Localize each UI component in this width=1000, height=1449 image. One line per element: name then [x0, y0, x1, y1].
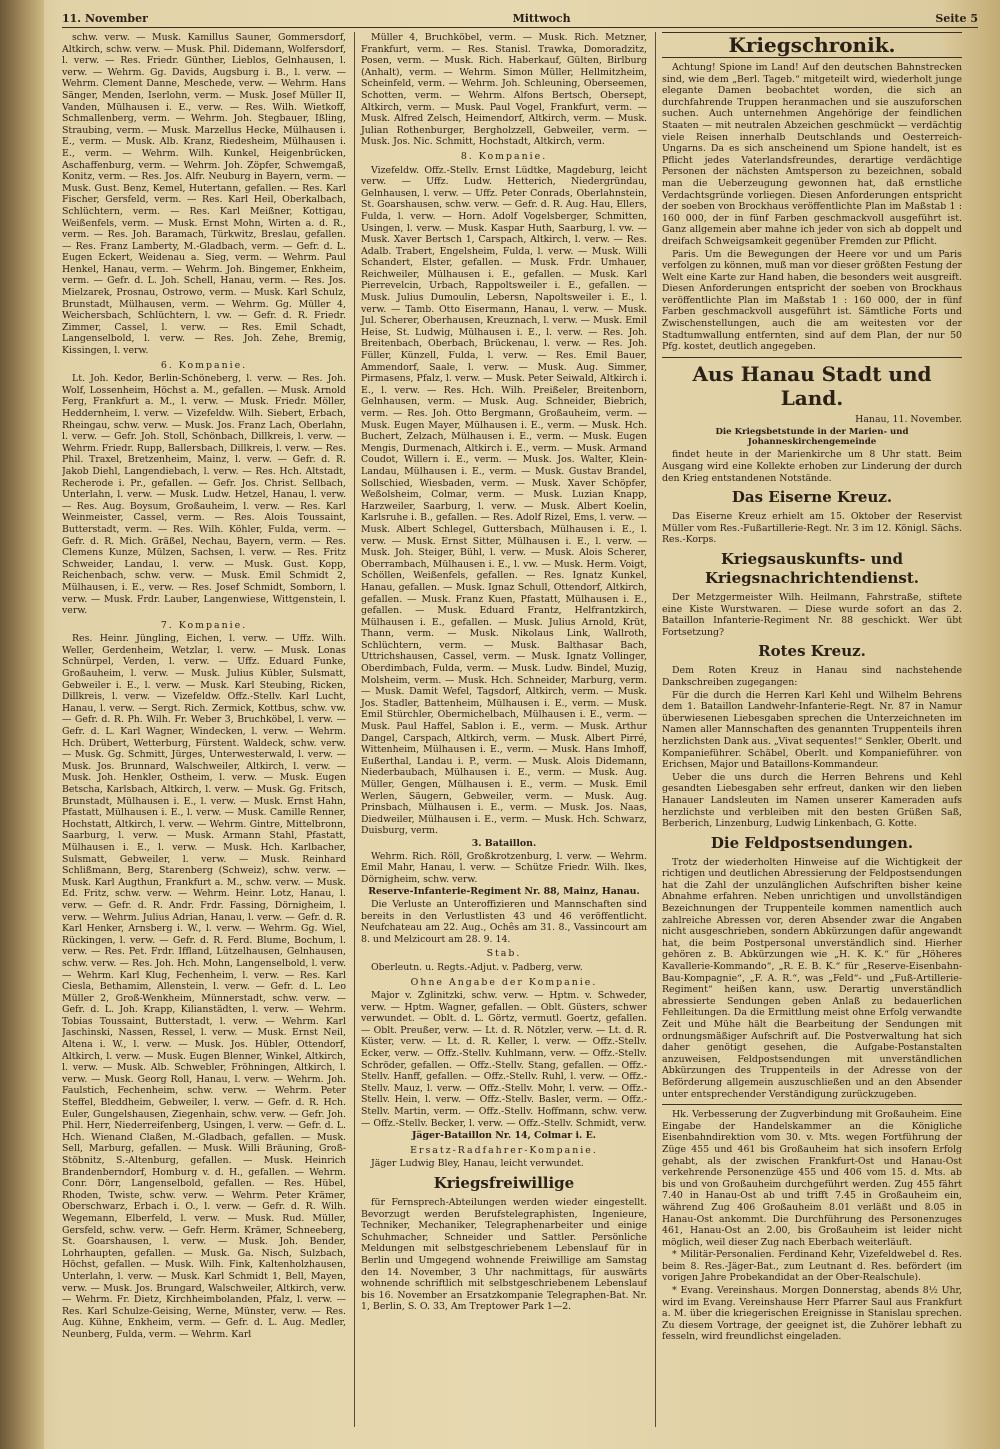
- article-paragraph: * Evang. Vereinshaus. Morgen Donnerstag, abends 8½ Uhr, wird im Evang. Vereinshause Herr Pfarrer Saul aus Frankfurt a. M. über die kriegerischen Ereignisse in Stanislau sprechen. Zu diesem Vortrage, der geeignet ist, die Zuhörer lebhaft zu fesseln, wird freundlichst eingeladen.: [662, 1285, 962, 1343]
- battalion-heading: 3. Bataillon.: [471, 837, 537, 849]
- column-3: [655, 32, 962, 1427]
- regiment-heading: Reserve-Infanterie-Regiment Nr. 88, Mainz, Hanau.: [368, 886, 640, 898]
- company-heading: 7. Kompanie.: [160, 619, 248, 631]
- kriegsfreiwillige-title: Kriegsfreiwillige: [433, 1174, 575, 1192]
- header-weekday: Mittwoch: [512, 12, 571, 25]
- article-paragraph: Hk. Verbesserung der Zugverbindung mit Großauheim. Eine Eingabe der Handelskammer an die Königliche Eisenbahndirektion vom 30. v. Mts. wegen Fortführung der Züge 455 und 461 bis Großauheim hat sich insofern Erfolg gehabt, als der zwischen Frankfurt-Ost und Hanau-Ost verkehrende Personenzüge 455 und 406 vom 15. d. Mts. ab bis und von Großauheim durchgeführt werden. Zug 455 fährt 7.40 in Hanau-Ost ab und trifft 7.45 in Großauheim ein, während Zug 406 Großauheim 8.01 verläßt und 8.05 in Hanau-Ost ankommt. Die Durchführung des Personenzuges 461, Hanau-Ost an 2.00, bis Großauheim ist leider nicht möglich, weil dieser Zug nach Eberbach weiterläuft.: [662, 1109, 962, 1248]
- divider: [662, 1104, 962, 1105]
- columns: [62, 32, 978, 1427]
- casualty-list: Müller 4, Bruchköbel, verm. — Musk. Rich. Metzner, Frankfurt, verm. — Res. Stanisl. Trawka, Domoradzitz, Posen, verm. — Musk. Rich. Haberkauf, Gülten, Birlburg (Anhalt), verm. — Wehrm. Simon Müller, Hellmitzheim, Scheinfeld, verm. — Wehrm. Joh. Schleuning, Oberseemen, Schotten, verm. — Wehrm. Alfons Bertsch, Obersept, Altkirch, verm. — Musk. Paul Vogel, Frankfurt, verm. — Musk. Alfred Zelsch, Heimendorf, Altkirch, verm. — Musk. Julian Rothenburger, Bergholzzell, Gebweiler, verm. — Musk. Jos. Nic. Schmitt, Hochstadt, Altkirch, verm.: [361, 32, 647, 148]
- company-heading: 8. Kompanie.: [460, 150, 548, 162]
- hanau-section-title: Aus Hanau Stadt und Land.: [692, 361, 932, 410]
- casualty-list: Lt. Joh. Kedor, Berlin-Schöneberg, l. verw. — Res. Joh. Wolf, Lossenheim, Höchst a. M., gefallen. — Musk. Arnold Ferg, Frankfurt a. M., l. verw. — Musk. Friedr. Möller, Heddernheim, l. verw. — Vizefeldw. Wilh. Siebert, Erbach, Rheingau, schw. verw. — Musk. Jos. Franz Lach, Oberlahn, l. verw. — Gefr. Joh. Stoll, Schönbach, Dillkreis, l. verw. — Wehrm. Friedr. Rupp, Ballersbach, Dillkreis, l. verw. — Res. Phil. Traxel, Bretzenheim, Mainz, l. verw. — Gefr. d. R. Jakob Diehl, Langendiebach, l. verw. — Res. Hch. Altstadt, Recherode i. Pr., gefallen. — Gefr. Jos. Christ. Sellbach, Unterlahn, l. verw. — Musk. Ludw. Hetzel, Hanau, l. verw. — Res. Aug. Boysum, Großauheim, l. verw. — Res. Karl Weinmeister, Cassel, verm. — Res. Alois Toussaint, Butterstadt, verm. — Res. Wilh. Köhler, Fulda, verm. — Gefr. d. R. Mich. Gräßel, Nechau, Bayern, verm. — Res. Clemens Kunze, Mülzen, Sachsen, l. verw. — Res. Fritz Schweider, Landau, l. verw. — Musk. Gust. Kopp, Reichenbach, schw. verw. — Musk. Emil Schmidt 2, Mülhausen, i. E., verw. — Res. Josef Schmidt, Somborn, l. verw. — Musk. Frdr. Lauber, Langenwiese, Wittgenstein, l. verw.: [62, 373, 346, 617]
- rotes-kreuz-title: Rotes Kreuz.: [758, 642, 866, 661]
- staff-heading: Stab.: [486, 948, 522, 960]
- kriegsfreiwillige-text: für Fernsprech-Abteilungen werden wieder eingestellt. Bevorzugt werden Berufstelegraphisten, Ingenieure, Techniker, Mechaniker, Telegraphenarbeiter und einige Schuhmacher, Schneider und Sattler. Persönliche Meldungen mit selbstgeschriebenem Lebenslauf für in Berlin und Umgegend wohnende Freiwillige am Samstag den 14. November, 3 Uhr nachmittags, für auswärts wohnende schriftlich mit selbstgeschriebenem Lebenslauf bis 16. November an Ersatzkompanie Telegraphen-Bat. Nr. 1, Berlin, S. O. 33, Am Treptower Park 1—2.: [361, 1197, 647, 1313]
- kriegschronik-title: Kriegschronik.: [662, 32, 962, 58]
- article-paragraph: Das Eiserne Kreuz erhielt am 15. Oktober der Reservist Müller vom Res.-Fußartillerie-Regt. Nr. 3 im 12. Königl. Sächs. Res.-Korps.: [662, 511, 962, 546]
- casualty-list: Res. Heinr. Jüngling, Eichen, l. verw. — Uffz. Wilh. Weller, Gerdenheim, Wetzlar, l. verw. — Musk. Lonas Schnürpel, Verden, l. verw. — Uffz. Eduard Funke, Großauheim, l. verw. — Musk. Julius Kübler, Sulsmatt, Gebweiler i. E., l. verw. — Musk. Karl Steubing, Ricken, Dillkreis, l. verw. — Vizefeldw. Offz.-Stellv. Karl Lucht, Hanau, l. verw. — Sergt. Rich. Zermick, Kottbus, schw. vw. — Gefr. d. R. Ph. Wilh. Fr. Weber 3, Bruchköbel, l. verw. — Gefr. d. L. Karl Wagner, Windecken, l. verw. — Wehrm. Hch. Drübert, Wetterburg, Fürstent. Waldeck, schw. verw. — Musk. Gg. Schmitt, Jürges, Unterwesterwald, l. verw. — Musk. Jos. Brunnard, Walschweiler, Altkirch, l. verw. — Musk. Joh. Henkler, Ostheim, l. verw. — Musk. Eugen Betscha, Karlsbach, Altkirch, l. verw. — Musk. Gg. Fritsch, Brunstadt, Mülhausen i. E., l. verw. — Musk. Ernst Hahn, Pfastatt, Mülhausen i. E., l. verw. — Musk. Camille Renner, Hochstatt, Altkirch, l. verw. — Wehrm. Gintre, Mittelbronn, Saarburg, l. verw. — Musk. Armann Stahl, Pfastatt, Mülhausen i. E., l. verw. — Musk. Hch. Karlbacher, Sulsmatt, Gebweiler, l. verw. — Musk. Reinhard Schlißmann, Berg, Starenberg (Schweiz), schw. verw. — Musk. Karl Augthun, Frankfurt a. M., schw. verw. — Musk. Ed. Fritz, schw. verw. — Wehrm. Heinr. Lotz, Hanau, l. verw. — Gefr. d. R. Andr. Frdr. Fassing, Dörnigheim, l. verw. — Wehrm. Julius Adrian, Hanau, l. verw. — Gefr. d. R. Karl Henker, Arnsberg i. W., l. verw. — Wehrm. Gg. Wiel, Rückingen, l. verw. — Gefr. d. R. Ferd. Blume, Bochum, l. verw. — Res. Pet. Frdr. Iffland, Lützelhausen, Gelnhausen, schw. verw. — Res. Joh. Hch. Mohn, Langenselbold, l. verw. — Wehrm. Karl Klug, Fechenheim, l. verw. — Res. Karl Ciesla, Bethamim, Allenstein, l. verw. — Gefr. d. L. Leo Müller 2, Groß-Wenkheim, Münnerstadt, schw. verw. — Gefr. d. L. Joh. Krapp, Kilianstädten, l. verw. — Wehrm. Tobias Toussaint, Butterstadt, l. verw. — Wehrm. Karl Jaschinski, Nassen, Ressel, l. verw. — Musk. Ernst Neil, Altena i. W., l. verw. — Musk. Jos. Hübler, Ottendorf, Altkirch, l. verw. — Musk. Eugen Blenner, Winkel, Altkirch, l. verw. — Musk. Alb. Schwebler, Fröhningen, Altkirch, l. verw. — Musk. Georg Roll, Hanau, l. verw. — Wehrm. Joh. Faulstich, Fechenheim, schw. verw. — Wehrm. Peter Steffel, Bleddheim, Gebweiler, l. verw. — Gefr. d. R. Hch. Euler, Gungelshausen, Ziegenhain, schw. verw. — Gefr. Joh. Phil. Herr, Niederreifenberg, Usingen, l. verw. — Gefr. d. L. Hch. Wienand Claßen, M.-Gladbach, gefallen. — Musk. Sell, Marburg, gefallen. — Musk. Willi Bräuning, Groß-Stöbnitz, S.-Altenburg, gefallen. — Musk. Heinrich Brandenberndorf, Homburg v. d. H., gefallen. — Wehrm. Conr. Dörr, Langenselbold, gefallen. — Res. Hübel, Rhoden, Twiste, schw. verw. — Wehrm. Peter Krämer, Oberschwarz, Erbach i. O., l. verw. — Gefr. d. R. Wilh. Wegemann, Elberfeld, l. verw. — Musk. Rud. Müller, Gersfeld, schw. verw. — Gefr. Herm. Krämer, Schneeberg, St. Goarshausen, l. verw. — Musk. Joh. Bender, Lohrhaupten, gefallen. — Musk. Ga. Nisch, Sulzbach, Höchst, gefallen. — Musk. Wilh. Fink, Kaltenholzhausen, Unterlahn, l. verw. — Musk. Karl Schmidt 1, Bell, Mayen, verw. — Musk. Jos. Brungard, Walschweiler, Altkirch, verw. — Wehrm. Fr. Dietz, Kirchheimbolanden, Pfalz, l. verw. — Res. Karl Schulze-Geising, Werne, Münster, verw. — Res. Aug. Kühne, Enkheim, verm. — Gefr. d. L. Aug. Medler, Neunberg, Fulda, verm. — Wehrm. Karl: [62, 633, 346, 1340]
- staff-text: Oberleutn. u. Regts.-Adjut. v. Padberg, verw.: [371, 961, 583, 973]
- article-subheading: Die Kriegsbetstunde in der Marien- und Johanneskirchengemeinde: [715, 427, 909, 448]
- header-date: 11. November: [62, 12, 148, 25]
- casualty-list: schw. verw. — Musk. Kamillus Sauner, Gommersdorf, Altkirch, schw. verw. — Musk. Phil. Didemann, Wolfersdorf, l. verw. — Res. Friedr. Günther, Lieblos, Gelnhausen, l. verw. — Wehrm. Gg. Davids, Augsburg i. B., l. verw. — Wehrm. Clement Danne, Meschede, verw. — Wehrm. Hans Sänger, Menden, Iserlohn, verm. — Musk. Josef Müller II, Vanden, Mülhausen i. E., verw. — Res. Wilh. Wietkoff, Schmallenberg, verm. — Wehrm. Joh. Stegbauer, Ißling, Straubing, verm. — Musk. Marzellus Hecke, Mülhausen i. E., verm. — Musk. Alb. Kranz, Riedesheim, Mülhausen i. E., verm. — Wehrm. Wilh. Kunkel, Heigenbrücken, Aschaffenburg, verm. — Wehrm. Joh. Zöpfer, Schwemgaß, Konitz, verm. — Res. Jos. Alfr. Neuburg in Bayern, verm. — Musk. Gust. Benz, Kemel, Hutertann, gefallen. — Res. Karl Fischer, Gersfeld, verm. — Res. Karl Heil, Oberkalbach, Schlüchtern, verm. — Res. Karl Meißner, Kottigau, Weißenfels, verm. — Musk. Ernst Mohn, Wirten a. d. R., verm. — Res. Joh. Baramach, Türkwitz, Breslau, gefallen. — Res. Franz Lamberty, M.-Gladbach, verm. — Gefr. d. L. Eugen Eckert, Weidenau a. Sieg, verm. — Wehrm. Paul Henkel, Hanau, verm. — Wehrm. Joh. Bingemer, Enkheim, verm. — Gefr. d. L. Joh. Schell, Hanau, verm. — Res. Jos. Mielzarek, Prosnau, Ostrowo, verm. — Musk. Karl Schulz, Brunstadt, Mülhausen, verm. — Wehrm. Gg. Müller 4, Weichersbach, Schlüchtern, l. vw. — Gefr. d. R. Friedr. Zimmer, Cassel, l. verw. — Res. Emil Schadt, Langenselbold, l. verw. — Res. Joh. Zehe, Bremig, Kissingen, l. verw.: [62, 32, 346, 357]
- article-paragraph: Der Metzgermeister Wilh. Heilmann, Fahrstraße, stiftete eine Kiste Wurstwaren. — Diese wurde sofort an das 2. Bataillon Infanterie-Regiment Nr. 88 geschickt. Wer übt Fortsetzung?: [662, 592, 962, 638]
- column-1: [62, 32, 346, 1427]
- kriegsauskunft-title: Kriegsauskunfts- und Kriegsnachrichtendienst.: [704, 550, 920, 587]
- article-paragraph: Paris. Um die Bewegungen der Heere vor und um Paris verfolgen zu können, muß man vor dieser größten Festung der Welt eine Karte zur Hand haben, die besonders weit ausgreift. Diesen Anforderungen entspricht der soeben von Brockhaus veröffentlichte Plan im Maßstab 1 : 160 000, der in fünf Farben geschmackvoll ausgeführt ist. Sämtliche Forts und Zwischenstellungen, auch die am weitesten vor der Stadtumwallung entfernten, sind auf dem Plan, der nur 50 Pfg. kostet, deutlich angegeben.: [662, 248, 962, 353]
- casualty-list: Wehrm. Rich. Röll, Großkrotzenburg, l. verw. — Wehrm. Emil Mahr, Hanau, l. verw. — Schütze Friedr. Wilh. Ikes, Dörnigheim, schw. verw.: [361, 850, 647, 885]
- dateline: Hanau, 11. November.: [855, 413, 962, 425]
- article-paragraph: Für die durch die Herren Karl Kehl und Wilhelm Behrens dem 1. Bataillon Landwehr-Infanterie-Regt. Nr. 87 in Namur überwiesenen Liebesgaben sprechen die Unterzeichneten im Namen aller Mannschaften des genannten Truppenteils ihren herzlichsten Dank aus. „Vivat sequentes!“ Senkler, Oberlt. und Kompanieführer. Schäbel, Oberlt. und Kompanieführer. von Erichsen, Major und Bataillons-Kommandeur.: [662, 689, 962, 771]
- article-paragraph: Achtung! Spione im Land! Auf den deutschen Bahnstrecken sind, wie dem „Berl. Tageb.“ mitgeteilt wird, wiederholt junge elegante Damen beobachtet worden, die sich an durchfahrende Truppen heranmachen und sie auszuforschen suchen. Auch unternehmen Angehörige der feindlichen Staaten — mit neutralen Abzeichen geschmückt — verdächtig viele Reisen innerhalb Deutschlands und Oesterreich-Ungarns. Da es sich anscheinend um Spione handelt, ist es Pflicht jedes Vaterlandsfreundes, derartige verdächtige Personen der nächsten Amtsperson zu bezeichnen, sobald man die Ueberzeugung gewonnen hat, daß ernstliche Verdachtsgründe vorliegen. Diesen Anforderungen entspricht der soeben von Brockhaus veröffentlichte Plan im Maßstab 1 : 160 000, der in fünf Farben geschmackvoll ausgeführt ist. Ganz allgemein aber mahne ich jeder von sich ab doppelt und dreifach Schweigsamkeit gegenüber Fremden zur Pflicht.: [662, 62, 962, 247]
- binding-shadow: [0, 0, 44, 1449]
- page-header: [62, 12, 978, 28]
- column-2: [354, 32, 647, 1427]
- jaeger-text: Jäger Ludwig Bley, Hanau, leicht verwundet.: [371, 1158, 584, 1170]
- regiment-text: Die Verluste an Unteroffizieren und Mannschaften sind bereits in den Verlustlisten 43 und 46 veröffentlicht. Neufchateau am 22. Aug., Ochês am 31. 8., Vassincourt am 8. und Melzicourt am 28. 9. 14.: [361, 898, 647, 945]
- article-paragraph: Trotz der wiederholten Hinweise auf die Wichtigkeit der richtigen und deutlichen Abressierung der Feldpostsendungen hat die Zahl der unzulänglichen Aufschriften bisher keine Abnahme erfahren. Neben unrichtigen und unvollständigen Bezeichnungen der Truppenteile kommen namentlich auch zahlreiche Abressen vor, deren Absender zwar die Angaben nicht ausgeschrieben, sondern Abkürzungen dafür angewandt hat, die beim Postpersonal unverständlich sind. Hierher gehören z. B. Abkürzungen wie „H. K. K.“ für „Höheres Kavallerie-Kommando“, „R. E. B. K.“ für „Reserve-Eisenbahn-Bau-Kompagnie“, „F. A. R.“, was „Feld“- und „Fuß-Artillerie-Regiment“ heißen kann, usw. Derartig unverständlich abressierte Sendungen geben Anlaß zu bedauerlichen Fehlleitungen. Da die Ermittlung meist ohne Erfolg verwandte Zeit und Mühe hält die Bearbeitung der Sendungen mit ordnungsmäßiger Aufschrift auf. Die Postverwaltung hat sich daher genötigt gesehen, die Aufgabe-Postanstalten anzuweisen, Feldpostsendungen mit unverständlichen Abkürzungen des Truppenteils in der Adresse von der Beförderung allgemein auszuschließen und an den Absender unter entsprechender Verständigung zurückzugeben.: [662, 856, 962, 1100]
- article-paragraph: findet heute in der Marienkirche um 8 Uhr statt. Beim Ausgang wird eine Kollekte erhoben zur Linderung der durch den Krieg entstandenen Notstände.: [662, 449, 962, 484]
- company-heading: 6. Kompanie.: [160, 359, 248, 371]
- jaeger-subheading: Ersatz-Radfahrer-Kompanie.: [410, 1144, 598, 1156]
- eisernes-kreuz-title: Das Eiserne Kreuz.: [731, 488, 893, 507]
- casualty-list: Vizefeldw. Offz.-Stellv. Ernst Lüdtke, Magdeburg, leicht verw. — Uffz. Ludw. Hetterich, Niedergründau, Gelnhausen, l. verw. — Uffz. Peter Conrads, Oberlahnstein, St. Goarshausen, schw. verw. — Gefr. d. R. Aug. Hau, Ellers, Fulda, l. verw. — Horn. Adolf Vogelsberger, Schmitten, Usingen, l. verw. — Musk. Kaspar Huth, Saarburg, l. vw. — Musk. Xaver Bertsch 1, Carspach, Altkirch, l. verw. — Res. Adalb. Trabert, Engelsheim, Fulda, l. verw. — Musk. Willi Schandert, Elster, gefallen. — Musk. Frdr. Umhauer, Reichweiler, Mülhausen i. E., gefallen. — Musk. Karl Pierrevelcin, Urbach, Rappoltsweiler i. E., gefallen. — Musk. Julius Dumoulin, Lebersn, Napoltsweiler i. E., l. verw. — Tamb. Otto Eisermann, Hanau, l. verw. — Musk. Jul. Scherer, Oberhausen, Kreuznach, l. verw. — Musk. Emil Heise, St. Ludwig, Mülhausen i. E., l. verw. — Res. Joh. Breitenbach, Oberbach, Brückenau, l. verw. — Res. Joh. Füller, Künzell, Fulda, l. verw. — Res. Emil Bauer, Ammendorf, Saale, l. verw. — Musk. Aug. Simmer, Pirmasens, Pfalz, l. verw. — Musk. Peter Seiwald, Altkirch i. E., l. verw. — Res. Hch. Wilh. Preißeler, Breitenborn, Gelnhausen, verm. — Musk. Aug. Schneider, Biebrich, verm. — Res. Joh. Otto Bergmann, Großauheim, verm. — Musk. Eugen Mayer, Mülhausen i. E., verm. — Musk. Hch. Buchert, Zelzach, Mülhausen i. E., verm. — Musk. Eugen Mengis, Durmenach, Altkirch i. E., verm. — Musk. Armand Coudot, Willern i. E., verm. — Musk. Jos. Walter, Klein-Landau, Mülhausen i. E., verm. — Musk. Gustav Brandel, Sollschied, Wiesbaden, verm. — Musk. Xaver Schöpfer, Weßolsheim, Colmar, verm. — Musk. Luzian Knapp, Harzweiler, Saarburg, l. verw. — Musk. Albert Koelin, Karlsruhe i. B., gefallen. — Res. Adolf Rizel, Ems, l. verw. — Musk. Albert Schlegel, Guttersbach, Mülhausen i. E., l. verw. — Musk. Ernst Sitter, Mülhausen i. E., l. verw. — Musk. Joh. Steiger, Bühl, l. verw. — Musk. Alois Scherer, Oberrambach, Mülhausen i. E., l. vw. — Musk. Herm. Voigt, Schöllen, Weißenfels, gefallen. — Res. Ignatz Kunkel, Hanau, gefallen. — Musk. Ignaz Schull, Ottendorf, Altkirch, gefallen. — Musk. Franz Kuen, Pfastatt, Mülhausen i. E., gefallen. — Musk. Eduard Frantz, Helfrantzkirch, Mülhausen i. E., gefallen. — Musk. Julius Arnold, Krüt, Thann, verm. — Musk. Nikolaus Link, Wallroth, Schlüchtern, verm. — Musk. Balthasar Bach, Uttrichshausen, Cassel, verm. — Musk. Ignatz Vollinger, Oberdimbach, Fulda, verm. — Musk. Ludw. Bindel, Muzig, Molsheim, verm. — Musk. Hch. Schneider, Marburg, verm. — Musk. Damit Wefel, Tagsdorf, Altkirch, verm. — Musk. Jos. Stadler, Battenheim, Mülhausen i. E., verm. — Musk. Emil Stürchler, Obermichelbach, Mülhausen i. E., verm. — Musk. Paul Haffel, Sablon i. E., verm. — Musk. Arthur Dangel, Carspach, Altkirch, verm. — Musk. Albert Pirré, Wittenheim, Mülhausen i. E., verm. — Musk. Hans Imhoff, Eußerthal, Landau i. P., verm. — Musk. Alois Didemann, Niederbaubach, Mülhausen i. E., verm. — Musk. Aug. Müller, Gengen, Mülhausen i. E., verm. — Musk. Emil Werlen, Säugern, Gebweiler, verm. — Musk. Aug. Prinsbach, Mülhausen i. E., verm. — Musk. Jos. Naas, Diedweiler, Mülhausen i. E., verm. — Musk. Hch. Schwarz, Duisburg, verm.: [361, 164, 647, 837]
- article-paragraph: Dem Roten Kreuz in Hanau sind nachstehende Dankschreiben zugegangen:: [662, 665, 962, 688]
- no-company-heading: Ohne Angabe der Kompanie.: [410, 976, 598, 988]
- jaeger-heading: Jäger-Bataillon Nr. 14, Colmar i. E.: [411, 1130, 596, 1142]
- header-page-number: Seite 5: [935, 12, 978, 25]
- feldpost-title: Die Feldpostsendungen.: [710, 833, 914, 852]
- divider: [662, 357, 962, 358]
- article-paragraph: * Militär-Personalien. Ferdinand Kehr, Vizefeldwebel d. Res. beim 8. Res.-Jäger-Bat., zum Leutnant d. Res. befördert (im vorigen Jahre Probekandidat an der Ober-Realschule).: [662, 1249, 962, 1284]
- article-paragraph: Ueber die uns durch die Herren Behrens und Kehl gesandten Liebesgaben sehr erfreut, danken wir den lieben Hanauer Landsleuten im Namen unserer Kameraden aufs herzlichste und verbleiben mit den besten Grüßen Saß, Berberich, Linzenburg, Ludwig Linkenbach, G. Kotte.: [662, 771, 962, 830]
- casualty-list: Major v. Zglinitzki, schw. verw. — Hptm. v. Schweder, verw. — Hptm. Wagner, gefallen. — Oblt. Güsters, schwer verwundet. — Oblt. d. L. Görtz, vermutl. Goertz, gefallen. — Oblt. Preußer, verw. — Lt. d. R. Nötzler, verw. — Lt. d. R. Küster, verw. — Lt. d. R. Keller, l. verw. — Offz.-Stellv. Ecker, verw. — Offz.-Stellv. Kuhlmann, verw. — Offz.-Stellv. Schröder, gefallen. — Offz.-Stellv. Stang, gefallen. — Offz.-Stellv. Hanff, gefallen. — Offz.-Stellv. Ruhl, l. verw. — Offz.-Stellv. Mauz, l. verw. — Offz.-Stellv. Mohr, l. verw. — Offz.-Stellv. Hein, l. verw. — Offz.-Stellv. Basler, verm. — Offz.-Stellv. Martin, verm. — Offz.-Stellv. Hoffmann, schw. verw. — Offz.-Stellv. Becker, l. verw. — Offz.-Stellv. Schmidt, verw.: [361, 990, 647, 1129]
